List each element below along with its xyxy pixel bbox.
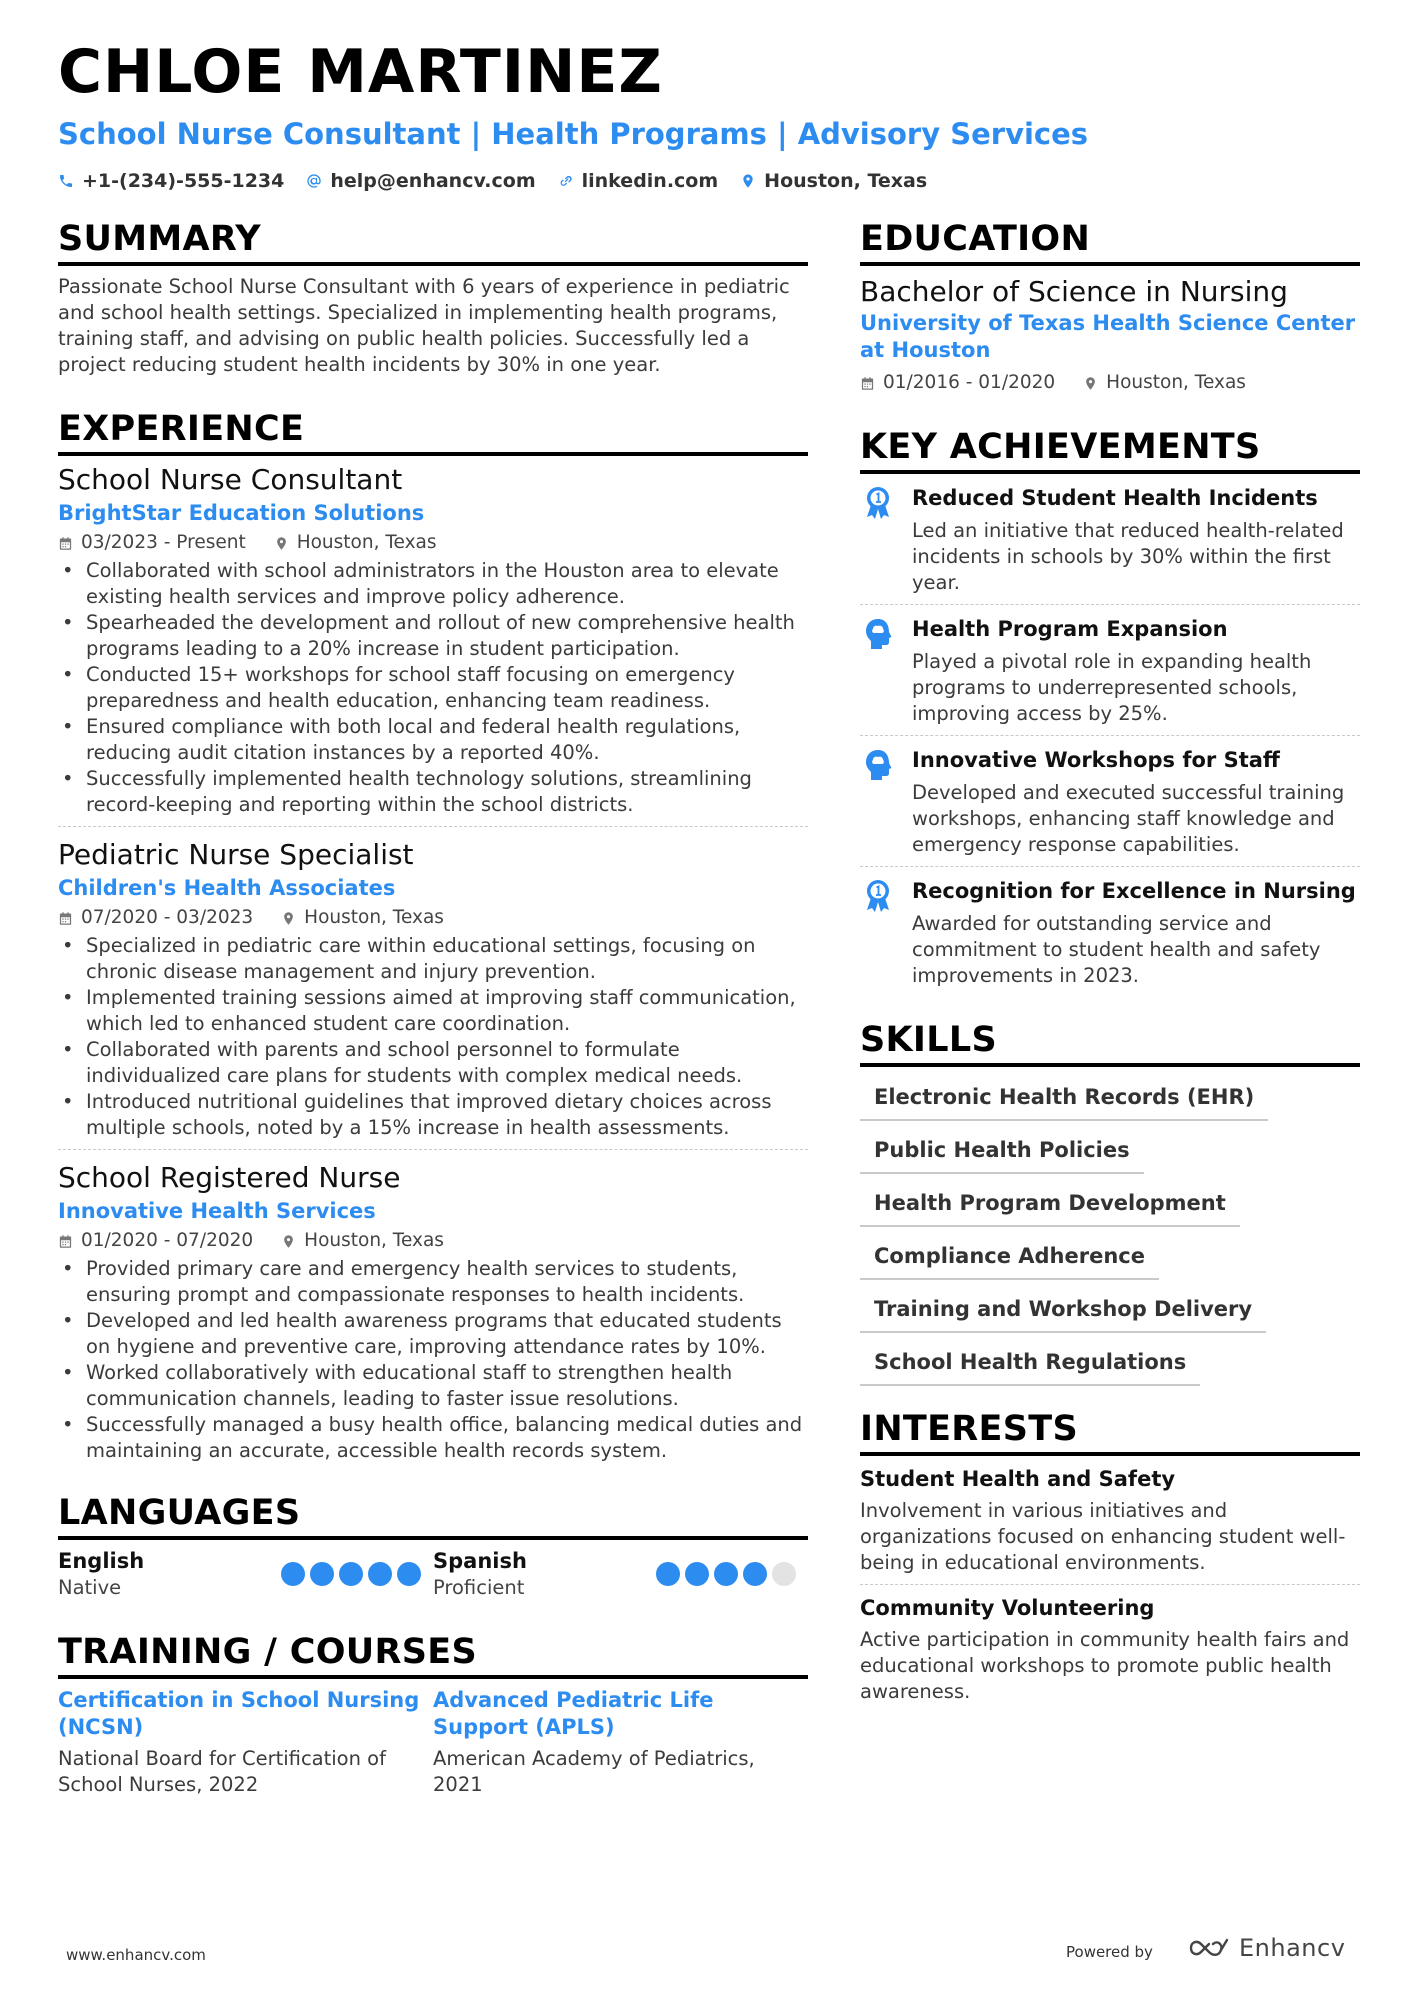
head-brain-icon (863, 748, 893, 782)
achievements-section (860, 426, 1360, 997)
footer-powered-by: Powered by (1066, 1943, 1153, 1961)
language-name: Spanish (433, 1549, 527, 1573)
education-location: Houston, Texas (1106, 372, 1246, 393)
interest-item (860, 1456, 1360, 1584)
job-bullet: • Successfully implemented health technology solutions, streamlining record-keeping and reporting within the school districts. (58, 766, 808, 818)
interest-desc: Active participation in community health fairs and educational workshops to promote public health awareness. (860, 1628, 1350, 1703)
summary-section (58, 218, 808, 378)
experience-item (58, 462, 808, 826)
candidate-name: CHLOE MARTINEZ (58, 37, 663, 107)
achievement-item (860, 604, 1360, 735)
job-company: Innovative Health Services (58, 1199, 376, 1223)
skill-tag: Electronic Health Records (EHR) (860, 1077, 1268, 1121)
calendar-icon (58, 911, 73, 926)
training-title: Certification in School Nursing (NCSN) (58, 1688, 420, 1739)
training-desc: American Academy of Pediatrics, 2021 (433, 1747, 755, 1796)
phone-icon (58, 173, 74, 189)
summary-text: Passionate School Nurse Consultant with 6 years of experience in pediatric and school health settings. Specialized in implementing health programs, training staff, and advising on public health policies. Successfully led a project reducing student health incidents by 30% in one year. (58, 275, 790, 376)
achievement-desc: Awarded for outstanding service and commitment to student health and safety improvements in 2023. (912, 912, 1321, 987)
contact-linkedin (558, 170, 719, 192)
job-bullet: • Specialized in pediatric care within educational settings, focusing on chronic disease management and injury prevention. (58, 933, 808, 985)
calendar-icon (58, 536, 73, 551)
contact-location (740, 170, 927, 192)
skill-tag: School Health Regulations (860, 1342, 1200, 1386)
job-role: School Registered Nurse (58, 1161, 401, 1194)
language-name: English (58, 1549, 145, 1573)
job-role: Pediatric Nurse Specialist (58, 838, 414, 871)
achievement-title: Recognition for Excellence in Nursing (912, 879, 1356, 903)
training-section (58, 1631, 808, 1798)
job-bullet: • Ensured compliance with both local and federal health regulations, reducing audit citation instances by a reported 40%. (58, 714, 808, 766)
job-bullet: • Provided primary care and emergency health services to students, ensuring prompt and compassionate responses to health incidents. (58, 1256, 808, 1308)
achievement-desc: Played a pivotal role in expanding health programs to underrepresented schools, improving access by 25%. (912, 650, 1312, 725)
achievement-item (860, 866, 1360, 997)
training-item (433, 1687, 808, 1798)
language-rating (281, 1562, 421, 1601)
skills-heading: SKILLS (860, 1019, 1360, 1067)
interests-heading: INTERESTS (860, 1408, 1360, 1456)
job-bullet: • Successfully managed a busy health office, balancing medical duties and maintaining an accurate, accessible health records system. (58, 1412, 808, 1464)
training-desc: National Board for Certification of School Nurses, 2022 (58, 1747, 386, 1796)
achievement-desc: Developed and executed successful training workshops, enhancing staff knowledge and emergency response capabilities. (912, 781, 1345, 856)
training-heading: TRAINING / COURSES (58, 1631, 808, 1679)
rating-dot-filled (281, 1562, 305, 1586)
skill-tag: Training and Workshop Delivery (860, 1289, 1266, 1333)
location-text: Houston, Texas (764, 170, 928, 192)
job-bullet: • Introduced nutritional guidelines that improved dietary choices across multiple schools, noted by a 15% increase in health assessments. (58, 1089, 808, 1141)
rating-dot-filled (310, 1562, 334, 1586)
education-school: University of Texas Health Science Center at Houston (860, 311, 1356, 362)
left-column (58, 218, 808, 1798)
job-role: School Nurse Consultant (58, 463, 403, 496)
contact-bar (58, 170, 927, 192)
candidate-title: School Nurse Consultant | Health Programs | Advisory Services (58, 117, 1089, 151)
job-bullet: • Collaborated with school administrators in the Houston area to elevate existing health services and improve policy adherence. (58, 558, 808, 610)
calendar-icon (860, 376, 875, 391)
summary-heading: SUMMARY (58, 218, 808, 266)
map-pin-icon (281, 911, 296, 926)
map-pin-icon (740, 173, 756, 189)
training-item (58, 1687, 433, 1798)
job-bullet: • Developed and led health awareness programs that educated students on hygiene and preventive care, improving attendance rates by 10%. (58, 1308, 808, 1360)
language-item (433, 1548, 808, 1601)
enhancv-logo-icon (1187, 1936, 1231, 1960)
interests-section (860, 1408, 1360, 1713)
job-bullet: • Conducted 15+ workshops for school staff focusing on emergency preparedness and health education, enhancing team readiness. (58, 662, 808, 714)
experience-item (58, 1149, 808, 1472)
achievement-item (860, 474, 1360, 604)
achievement-title: Reduced Student Health Incidents (912, 486, 1318, 510)
skill-tag: Compliance Adherence (860, 1236, 1159, 1280)
job-company: BrightStar Education Solutions (58, 501, 425, 525)
achievements-heading: KEY ACHIEVEMENTS (860, 426, 1360, 474)
rating-dot-empty (772, 1562, 796, 1586)
at-icon (306, 173, 322, 189)
award-ribbon-icon (863, 879, 893, 913)
rating-dot-filled (397, 1562, 421, 1586)
achievement-title: Innovative Workshops for Staff (912, 748, 1280, 772)
interest-desc: Involvement in various initiatives and organizations focused on enhancing student well-being in educational environments. (860, 1499, 1346, 1574)
job-dates: 03/2023 - Present (81, 532, 246, 553)
phone-text: +1-(234)-555-1234 (82, 170, 285, 192)
rating-dot-filled (368, 1562, 392, 1586)
map-pin-icon (1083, 376, 1098, 391)
interest-title: Community Volunteering (860, 1596, 1155, 1620)
link-icon (558, 173, 574, 189)
job-location: Houston, Texas (304, 1230, 444, 1251)
languages-heading: LANGUAGES (58, 1492, 808, 1540)
job-location: Houston, Texas (296, 532, 437, 553)
language-level: Native (58, 1576, 122, 1599)
job-bullet: • Worked collaboratively with educational staff to strengthen health communication channels, leading to faster issue resolutions. (58, 1360, 808, 1412)
achievement-desc: Led an initiative that reduced health-related incidents in schools by 30% within the first year. (912, 519, 1344, 594)
calendar-icon (58, 1234, 73, 1249)
footer-website-link[interactable]: www.enhancv.com (66, 1946, 206, 1964)
job-bullet: • Implemented training sessions aimed at improving staff communication, which led to enhanced student care coordination. (58, 985, 808, 1037)
job-dates: 07/2020 - 03/2023 (81, 907, 254, 928)
email-text: help@enhancv.com (330, 170, 536, 192)
job-location: Houston, Texas (304, 907, 444, 928)
map-pin-icon (281, 1234, 296, 1249)
map-pin-icon (274, 536, 289, 551)
language-item (58, 1548, 433, 1601)
rating-dot-filled (743, 1562, 767, 1586)
linkedin-text: linkedin.com (581, 170, 719, 192)
rating-dot-filled (339, 1562, 363, 1586)
language-rating (656, 1562, 796, 1601)
experience-item (58, 826, 808, 1149)
contact-phone (58, 170, 284, 192)
job-bullet: • Spearheaded the development and rollout of new comprehensive health programs leading to a 20% increase in student participation. (58, 610, 808, 662)
footer-brand-logo[interactable] (1187, 1934, 1345, 1962)
rating-dot-filled (685, 1562, 709, 1586)
education-degree: Bachelor of Science in Nursing (860, 275, 1288, 308)
interest-title: Student Health and Safety (860, 1467, 1176, 1491)
contact-email (306, 170, 535, 192)
right-column (860, 218, 1360, 1713)
interest-item (860, 1584, 1360, 1713)
language-level: Proficient (433, 1576, 525, 1599)
rating-dot-filled (656, 1562, 680, 1586)
skill-tag: Public Health Policies (860, 1130, 1144, 1174)
job-bullet: • Collaborated with parents and school personnel to formulate individualized care plans for students with complex medical needs. (58, 1037, 808, 1089)
achievement-title: Health Program Expansion (912, 617, 1228, 641)
skills-section (860, 1019, 1360, 1386)
experience-section (58, 408, 808, 1472)
rating-dot-filled (714, 1562, 738, 1586)
skill-tag: Health Program Development (860, 1183, 1240, 1227)
training-title: Advanced Pediatric Life Support (APLS) (433, 1688, 714, 1739)
experience-heading: EXPERIENCE (58, 408, 808, 456)
award-ribbon-icon (863, 486, 893, 520)
languages-section (58, 1492, 808, 1601)
achievement-item (860, 735, 1360, 866)
job-company: Children's Health Associates (58, 876, 396, 900)
education-dates: 01/2016 - 01/2020 (883, 372, 1056, 393)
education-section (860, 218, 1360, 398)
footer-brand-name: Enhancv (1239, 1934, 1346, 1962)
head-brain-icon (863, 617, 893, 651)
job-dates: 01/2020 - 07/2020 (81, 1230, 254, 1251)
education-heading: EDUCATION (860, 218, 1360, 266)
